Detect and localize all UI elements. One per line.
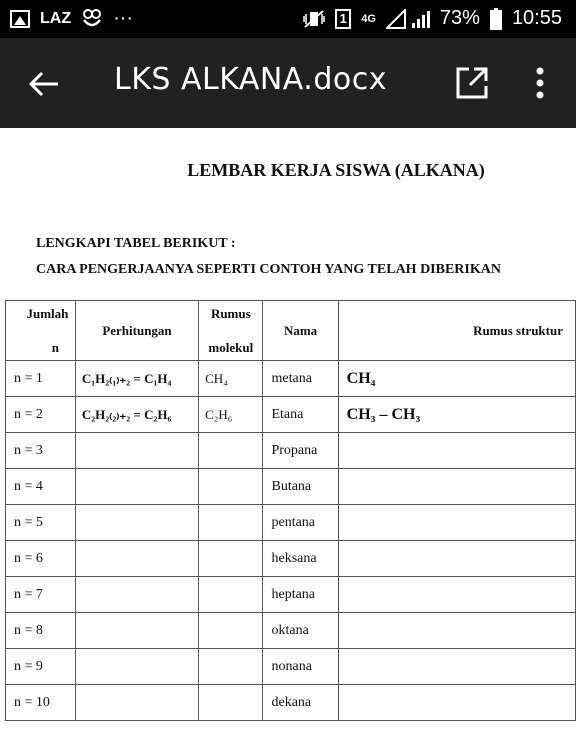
cell-nama: metana: [263, 361, 338, 397]
cell-perhitungan: C₁H₂₍₁₎₊₂ = C₁H₄: [75, 361, 198, 397]
signal-icon: [386, 9, 430, 29]
cell-nama: dekana: [263, 685, 338, 721]
document-view[interactable]: [0, 128, 576, 748]
cell-rumus: [199, 613, 263, 649]
cell-perhitungan: [75, 541, 198, 577]
cell-n: n = 1: [6, 361, 76, 397]
cell-n: n = 5: [6, 505, 76, 541]
table-row: [6, 505, 576, 541]
cell-n: n = 7: [6, 577, 76, 613]
cell-n: n = 6: [6, 541, 76, 577]
cell-perhitungan: [75, 577, 198, 613]
cell-perhitungan: [75, 469, 198, 505]
cell-nama: Etana: [263, 397, 338, 433]
cell-rumus: CH₄: [199, 361, 263, 397]
table-row: [6, 541, 576, 577]
table-row: [6, 649, 576, 685]
table-row: [6, 469, 576, 505]
cell-rumus: C₂H₆: [199, 397, 263, 433]
cell-nama: pentana: [263, 505, 338, 541]
cell-rumus: [199, 505, 263, 541]
cell-rumus: [199, 577, 263, 613]
cell-perhitungan: [75, 613, 198, 649]
table-row: [6, 685, 576, 721]
cell-struktur: [338, 685, 575, 721]
cell-n: n = 2: [6, 397, 76, 433]
app-bar: [0, 38, 576, 128]
cell-perhitungan: [75, 685, 198, 721]
cell-nama: oktana: [263, 613, 338, 649]
table-row: [6, 433, 576, 469]
vibrate-mute-icon: [303, 9, 325, 29]
table-row: [6, 577, 576, 613]
cell-perhitungan: C₂H₂₍₂₎₊₂ = C₂H₆: [75, 397, 198, 433]
status-bar: [0, 0, 576, 38]
cell-rumus: [199, 685, 263, 721]
cell-nama: nonana: [263, 649, 338, 685]
instruction-1: LENGKAPI TABEL BERIKUT :: [36, 236, 236, 251]
cell-struktur: CH₃ – CH₃: [338, 397, 575, 433]
cell-struktur: [338, 433, 575, 469]
cell-n: n = 9: [6, 649, 76, 685]
table-row: [6, 397, 576, 433]
document-title: LKS ALKANA.docx: [114, 62, 387, 97]
cell-n: n = 10: [6, 685, 76, 721]
alkane-table: [5, 300, 576, 721]
header-nama: Nama: [263, 301, 338, 361]
cell-perhitungan: [75, 649, 198, 685]
cell-perhitungan: [75, 505, 198, 541]
lazada-label: LAZ: [40, 9, 72, 27]
cell-rumus: [199, 433, 263, 469]
table-row: [6, 613, 576, 649]
image-icon: [10, 10, 30, 28]
cell-struktur: [338, 505, 575, 541]
open-external-icon[interactable]: [455, 66, 489, 100]
header-rumus-molekul: Rumus molekul: [199, 301, 263, 361]
cell-struktur: [338, 577, 575, 613]
header-perhitungan: Perhitungan: [75, 301, 198, 361]
battery-icon: [490, 8, 502, 30]
cell-nama: heptana: [263, 577, 338, 613]
header-rumus-struktur: Rumus struktur: [338, 301, 575, 361]
cell-rumus: [199, 469, 263, 505]
lazada-icon: [81, 8, 103, 30]
cell-struktur: [338, 541, 575, 577]
cell-n: n = 8: [6, 613, 76, 649]
cell-rumus: [199, 649, 263, 685]
cell-n: n = 4: [6, 469, 76, 505]
more-vert-icon[interactable]: [530, 66, 550, 100]
cell-struktur: [338, 469, 575, 505]
cell-rumus: [199, 541, 263, 577]
cell-struktur: [338, 649, 575, 685]
instruction-2: CARA PENGERJAANYA SEPERTI CONTOH YANG TELAH DIBERIKAN: [36, 262, 501, 277]
cell-n: n = 3: [6, 433, 76, 469]
network-4g-icon: 4G: [361, 12, 376, 25]
header-jumlah: Jumlah n: [6, 301, 76, 361]
table-row: [6, 361, 576, 397]
cell-nama: Butana: [263, 469, 338, 505]
cell-nama: Propana: [263, 433, 338, 469]
clock: 10:55: [511, 7, 562, 29]
cell-struktur: [338, 613, 575, 649]
cell-nama: heksana: [263, 541, 338, 577]
more-notifications: ···: [113, 7, 134, 29]
cell-perhitungan: [75, 433, 198, 469]
battery-percent: 73%: [439, 7, 480, 29]
cell-struktur: CH₄: [338, 361, 575, 397]
worksheet-title: LEMBAR KERJA SISWA (ALKANA): [187, 160, 485, 180]
sim-1-icon: 1: [335, 9, 351, 29]
table-header-row: [6, 301, 576, 361]
back-arrow-icon[interactable]: [26, 66, 62, 102]
